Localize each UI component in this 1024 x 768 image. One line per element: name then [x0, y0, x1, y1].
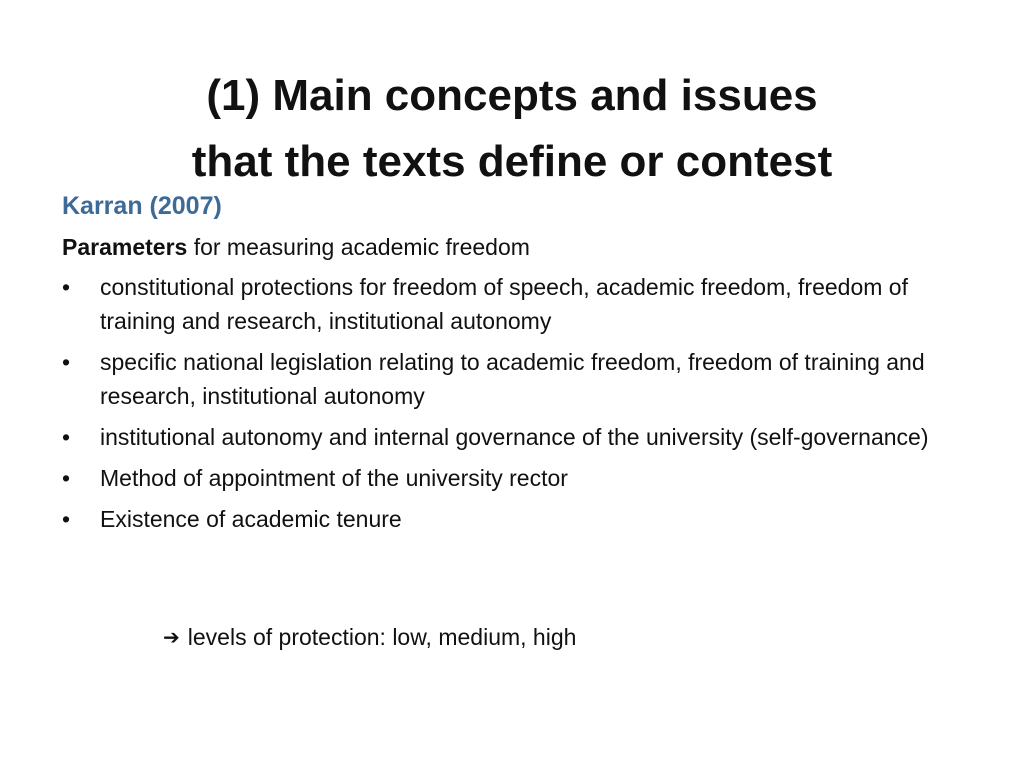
bullet-icon: •	[62, 349, 71, 375]
title-line-1: (1) Main concepts and issues	[206, 71, 818, 121]
list-item	[62, 502, 942, 536]
list-item-text: specific national legislation relating to academic freedom, freedom of training and research, institutional autonomy	[100, 349, 925, 409]
conclusion-text: levels of protection: low, medium, high	[187, 624, 577, 650]
bullet-icon: •	[62, 465, 71, 491]
parameters-line	[62, 230, 942, 264]
slide-body	[62, 186, 942, 543]
bullet-icon: •	[62, 506, 71, 532]
list-item-text: constitutional protections for freedom of speech, academic freedom, freedom of training and research, institutional autonomy	[100, 274, 908, 334]
list-item-text: institutional autonomy and internal governance of the university (self-governance)	[100, 424, 929, 450]
list-item	[62, 345, 942, 413]
list-item	[62, 461, 942, 495]
arrow-right-icon: ➔	[163, 627, 180, 649]
list-item	[62, 270, 942, 338]
bullet-icon: •	[62, 424, 71, 450]
slide-title	[60, 63, 964, 195]
parameters-label: Parameters	[62, 234, 188, 260]
list-item	[62, 420, 942, 454]
bullet-icon: •	[62, 274, 71, 300]
parameters-description: for measuring academic freedom	[187, 234, 530, 260]
bullet-list	[62, 270, 942, 536]
list-item-text: Existence of academic tenure	[100, 506, 402, 532]
title-line-2: that the texts define or contest	[191, 137, 833, 187]
source-heading: Karran (2007)	[62, 192, 222, 220]
list-item-text: Method of appointment of the university rector	[100, 465, 568, 491]
conclusion-line	[163, 620, 576, 655]
